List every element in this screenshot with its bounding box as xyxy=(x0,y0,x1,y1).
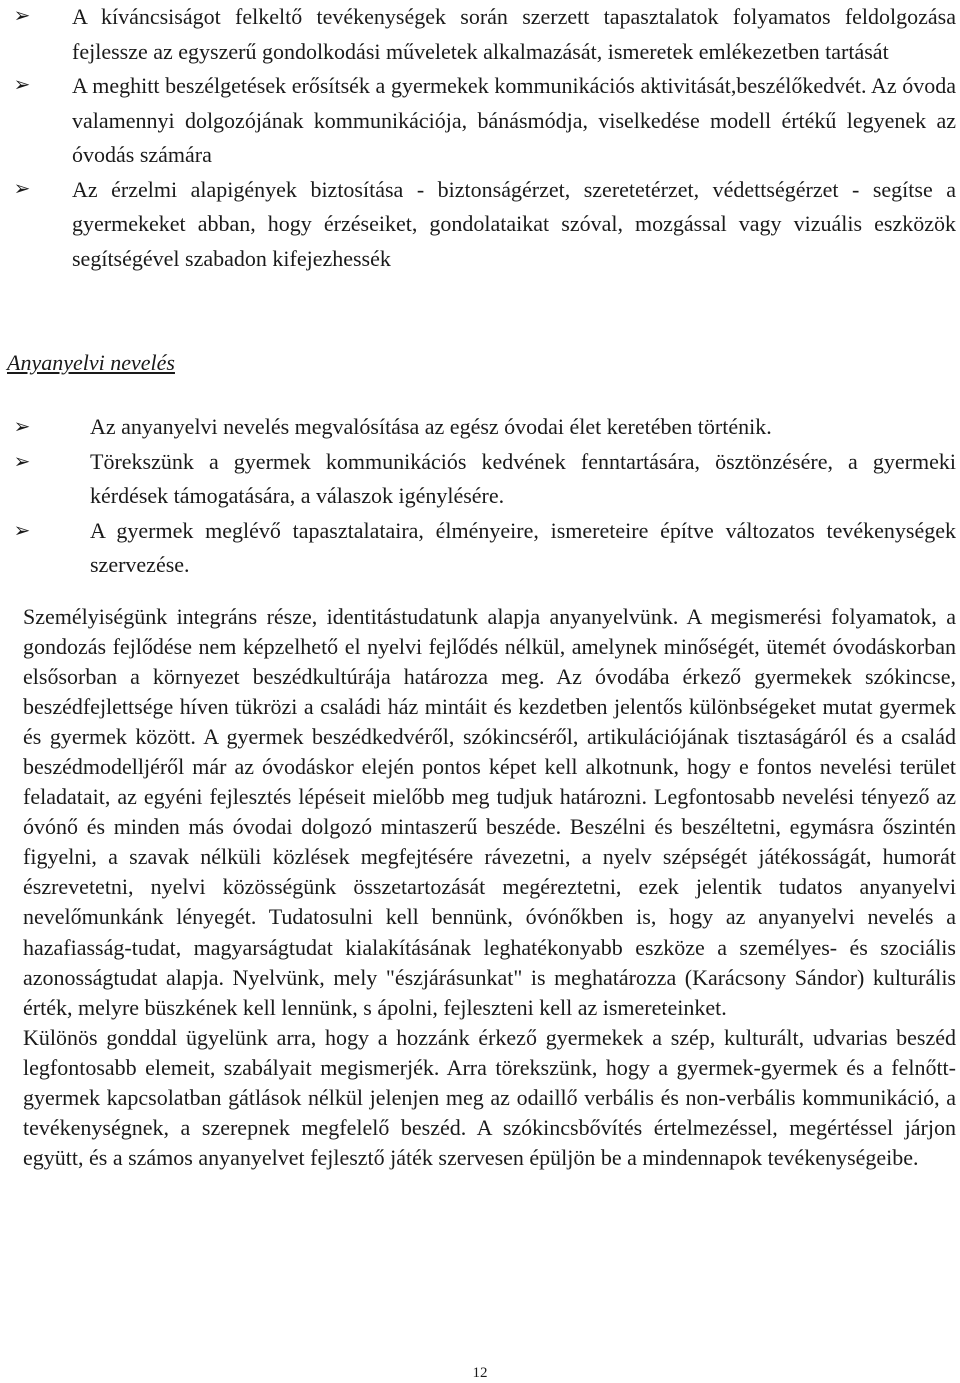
list-item xyxy=(13,69,956,173)
section-heading: Anyanyelvi nevelés xyxy=(7,350,175,375)
list-item xyxy=(13,173,956,277)
arrow-bullet-icon: ➢ xyxy=(13,175,31,200)
top-bullet-list xyxy=(13,0,956,276)
section-bullet-list xyxy=(13,410,956,583)
list-item-text: A gyermek meglévő tapasztalataira, élményeire, ismereteire építve változatos tevékenységek szervezése. xyxy=(90,517,956,577)
list-item xyxy=(13,0,956,69)
list-item xyxy=(13,514,956,583)
list-item-text: A kíváncsiságot felkeltő tevékenységek során szerzett tapasztalatok folyamatos feldolgozása fejlessze az egyszerű gondolkodási műveletek alkalmazását, ismeretek emlékezetben tartását xyxy=(72,4,956,64)
paragraph: Különös gonddal ügyelünk arra, hogy a hozzánk érkező gyermekek a szép, kulturált, udvarias beszéd legfontosabb elemeit, szabályait megismerjék. Arra törekszünk, hogy a gyermek-gyermek és a felnőtt-gyermek kapcsolatban gátlások nélkül jelenjen meg az odaillő verbális és non-verbális kommunikáció, a tevékenységnek, a szerepnek megfelelő beszéd. A szókincsbővítés értelmezéssel, megértéssel járjon együtt, és a számos anyanyelvet fejlesztő játék szervesen épüljön be a mindennapok tevékenységeibe. xyxy=(23,1024,956,1170)
body-text xyxy=(23,602,956,1173)
list-item-text: Az anyanyelvi nevelés megvalósítása az egész óvodai élet keretében történik. xyxy=(90,414,772,439)
arrow-bullet-icon: ➢ xyxy=(13,72,31,96)
list-item-text: A meghitt beszélgetések erősítsék a gyermekek kommunikációs aktivitását,beszélőkedvét. Az óvoda valamennyi dolgozójának kommunikációja, bánásmódja, viselkedése modell értékű legyenek az óvodás számára xyxy=(72,73,956,167)
list-item-text: Törekszünk a gyermek kommunikációs kedvének fenntartására, ösztönzésére, a gyermeki kérdések támogatására, a válaszok igénylésére. xyxy=(90,448,956,508)
page-number: 12 xyxy=(472,1365,488,1381)
arrow-bullet-icon: ➢ xyxy=(13,3,31,27)
list-item-text: Az érzelmi alapigények biztosítása - biztonságérzet, szeretetérzet, védettségérzet - segítse a gyermekeket abban, hogy érzéseiket, gondolataikat szóval, mozgással vagy vizuális eszközök segítségével szabadon kifejezhessék xyxy=(72,176,956,271)
arrow-bullet-icon: ➢ xyxy=(13,414,31,438)
paragraph: Személyiségünk integráns része, identitástudatunk alapja anyanyelvünk. A megismerési folyamatok, a gondozás fejlődése nem képzelhető el nyelvi fejlődés nélkül, amelynek minőségét, ütemét óvodáskorban elsősorban a környezet beszédkultúrája határozza meg. Az óvodába érkező gyermekek szókincse, beszédfejlettsége híven tükrözi a családi ház mintáit és kezdetben jelentős különbségeket mutat gyermek és gyermek között. A gyermek beszédkedvéről, szókincséről, artikulációjának tisztaságáról és a család beszédmodelljéről már az óvodáskor elején pontos képet kell alkotnunk, hogy e fontos nevelési terület feladatait, az egyéni fejlesztés lépéseit mielőbb meg tudjuk határozni. Legfontosabb nevelési tényező az óvónő és minden más óvodai dolgozó mintaszerű beszéde. Beszélni és beszéltetni, egymásra őszintén figyelni, a szavak nélküli közlések megfejtésére rávezetni, a nyelv szépségét játékosságát, humorát észrevetetni, nyelvi közösségünk összetartozását megéreztetni, ezek jelentik tudatos anyanyelvi nevelőmunkánk lényegét. Tudatosulni kell bennünk, óvónőkben is, hogy az anyanyelvi nevelés a hazafiasság-tudat, magyarságtudat kialakításának leghatékonyabb eszköze a személyes- és szociális azonosságtudat alapja. Nyelvünk, mely "észjárásunkat" is meghatározza (Karácsony Sándor) kulturális érték, melyre büszkének kell lennünk, s ápolni, fejleszteni kell az ismereteinket. xyxy=(23,604,956,1020)
arrow-bullet-icon: ➢ xyxy=(13,448,31,473)
arrow-bullet-icon: ➢ xyxy=(13,517,31,542)
list-item xyxy=(13,410,956,445)
list-item xyxy=(13,445,956,514)
